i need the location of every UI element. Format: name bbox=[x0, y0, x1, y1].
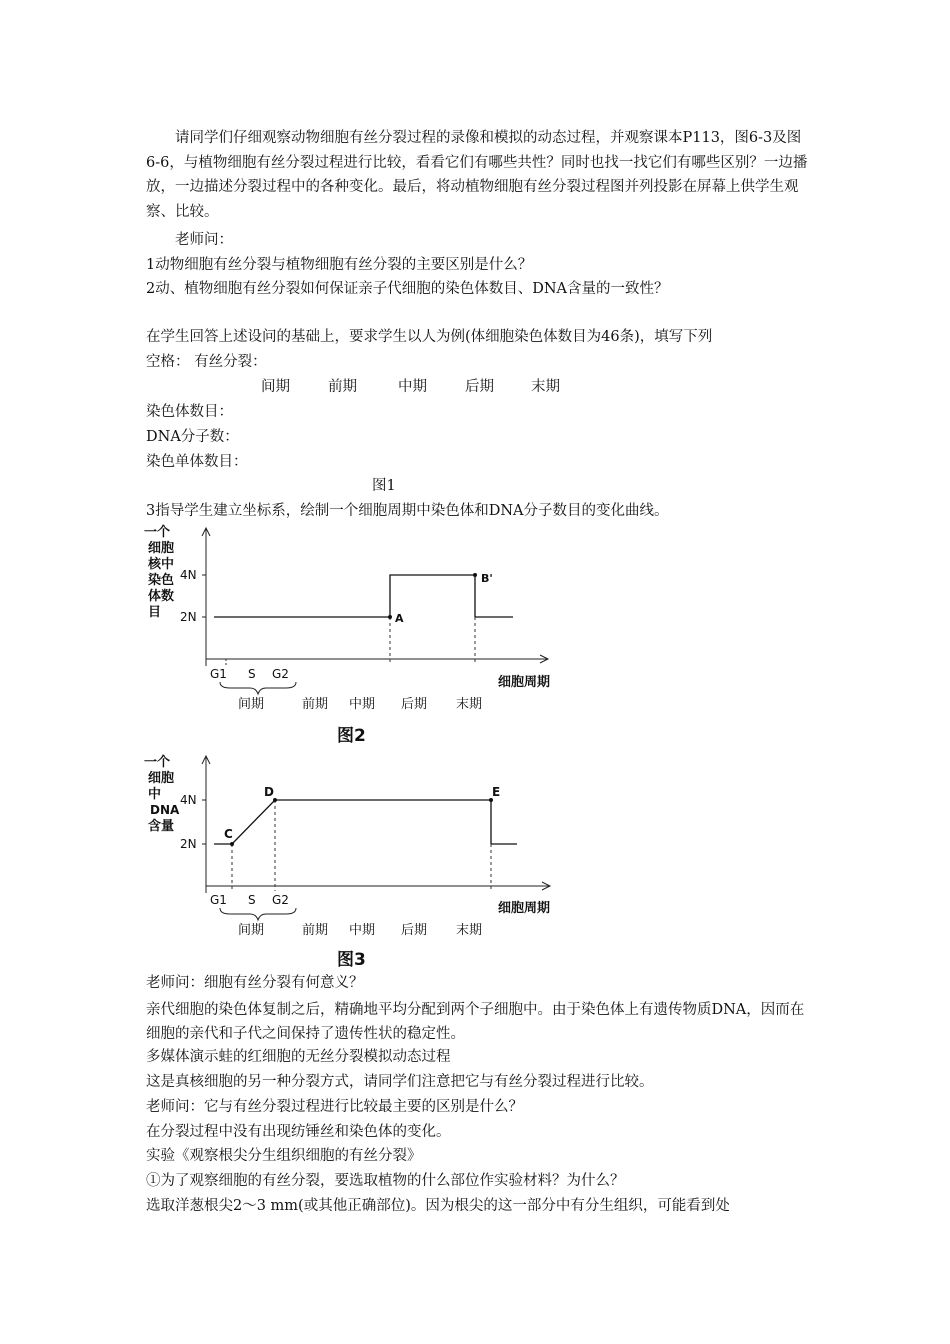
fig2-point-a bbox=[388, 615, 392, 619]
fig2-ylabel-1: 一个 bbox=[144, 525, 171, 540]
fig2-x-telophase: 末期 bbox=[456, 697, 483, 712]
fig2-point-b bbox=[473, 573, 477, 577]
experiment-title: 实验《观察根尖分生组织细胞的有丝分裂》 bbox=[146, 1148, 422, 1164]
teacher-ask-2: 老师问：细胞有丝分裂有何意义？ bbox=[146, 975, 364, 991]
fig3-ytick-2n: 2N bbox=[180, 837, 197, 851]
fig2-x-metaphase: 中期 bbox=[349, 697, 376, 712]
fig3-x-prophase: 前期 bbox=[302, 923, 329, 938]
fig2-x-prophase: 前期 bbox=[302, 697, 329, 712]
fig2-x-anaphase: 后期 bbox=[401, 697, 428, 712]
fig3-x-g2: G2 bbox=[272, 893, 289, 907]
teacher-ask-3: 老师问：它与有丝分裂过程进行比较最主要的区别是什么？ bbox=[146, 1099, 523, 1115]
media-demo: 多媒体演示蛙的红细胞的无丝分裂模拟动态过程 bbox=[146, 1049, 451, 1065]
fig2-chromosome-curve bbox=[214, 575, 475, 617]
fig2-x-g2: G2 bbox=[272, 667, 289, 681]
fig3-ylabel-2: 细胞 bbox=[148, 771, 175, 786]
row-dna-count: DNA分子数： bbox=[146, 429, 239, 445]
figure-1-caption: 图1 bbox=[372, 478, 396, 494]
fig2-title: 图2 bbox=[337, 726, 366, 746]
intro-paragraph: 请同学们仔细观察动物细胞有丝分裂过程的录像和模拟的动态过程，并观察课本P113，图6-3及图6-6，与植物细胞有丝分裂过程进行比较，看看它们有哪些共性？同时也找一找它们有哪些区别？一边播放，一边描述分裂过程中的各种变化。最后，将动植物细胞有丝分裂过程图并列投影在屏幕上供学生观察、比较。 bbox=[146, 130, 808, 220]
row-chromatid-count: 染色单体数目： bbox=[146, 454, 248, 470]
table-intro-line1: 在学生回答上述设问的基础上，要求学生以人为例(体细胞染色体数目为46条)，填写下列 bbox=[146, 329, 713, 345]
figure-2-chart bbox=[140, 522, 590, 747]
fig3-ylabel-5: 含量 bbox=[148, 819, 175, 834]
table-intro-line2: 空格： 有丝分裂： bbox=[146, 354, 267, 370]
fig3-x-s: S bbox=[248, 893, 256, 907]
fig2-ylabel-5: 体数 bbox=[148, 589, 175, 604]
phase-interphase: 间期 bbox=[261, 379, 290, 395]
fig3-x-telophase: 末期 bbox=[456, 923, 483, 938]
fig2-ylabel-3: 核中 bbox=[148, 557, 175, 572]
fig3-xlabel: 细胞周期 bbox=[498, 901, 551, 916]
question-1: 1动物细胞有丝分裂与植物细胞有丝分裂的主要区别是什么？ bbox=[146, 257, 533, 273]
fig3-label-c: C bbox=[224, 827, 233, 841]
fig2-ytick-2n: 2N bbox=[180, 610, 197, 624]
answer-3: 在分裂过程中没有出现纺锤丝和染色体的变化。 bbox=[146, 1124, 451, 1140]
fig2-ylabel-4: 染色 bbox=[148, 573, 175, 588]
fig3-label-d: D bbox=[264, 785, 274, 799]
fig3-ylabel-3: 中 bbox=[148, 787, 162, 802]
phase-telophase: 末期 bbox=[531, 379, 560, 395]
fig3-x-anaphase: 后期 bbox=[401, 923, 428, 938]
fig2-label-a: A bbox=[395, 612, 404, 625]
compare-note: 这是真核细胞的另一种分裂方式，请同学们注意把它与有丝分裂过程进行比较。 bbox=[146, 1074, 654, 1090]
fig3-dna-curve bbox=[214, 800, 491, 844]
fig3-x-g1: G1 bbox=[210, 893, 227, 907]
fig3-point-c bbox=[230, 842, 234, 846]
fig2-x-g1: G1 bbox=[210, 667, 227, 681]
fig2-label-b: B' bbox=[481, 572, 493, 585]
fig2-ylabel-2: 细胞 bbox=[148, 541, 175, 556]
question-3: 3指导学生建立坐标系，绘制一个细胞周期中染色体和DNA分子数目的变化曲线。 bbox=[146, 503, 669, 519]
figure-3-chart bbox=[140, 748, 590, 973]
phase-metaphase: 中期 bbox=[398, 379, 427, 395]
phase-prophase: 前期 bbox=[328, 379, 357, 395]
teacher-ask-label: 老师问： bbox=[175, 232, 233, 248]
experiment-answer-1: 选取洋葱根尖2～3 mm(或其他正确部位)。因为根尖的这一部分中有分生组织，可能看到处 bbox=[146, 1198, 730, 1214]
fig3-title: 图3 bbox=[337, 950, 366, 970]
phase-anaphase: 后期 bbox=[465, 379, 494, 395]
fig3-label-e: E bbox=[492, 785, 501, 799]
fig2-xlabel: 细胞周期 bbox=[498, 675, 551, 690]
fig3-interphase: 间期 bbox=[238, 923, 265, 938]
fig3-ylabel-1: 一个 bbox=[144, 755, 171, 770]
fig2-interphase: 间期 bbox=[238, 697, 265, 712]
experiment-question-1: ①为了观察细胞的有丝分裂，要选取植物的什么部位作实验材料？为什么？ bbox=[146, 1173, 625, 1189]
question-2: 2动、植物细胞有丝分裂如何保证亲子代细胞的染色体数目、DNA含量的一致性？ bbox=[146, 281, 669, 297]
fig2-ylabel-6: 目 bbox=[148, 605, 162, 620]
fig3-ylabel-4: DNA bbox=[150, 803, 180, 817]
row-chromosome-count: 染色体数目： bbox=[146, 404, 233, 420]
fig3-x-metaphase: 中期 bbox=[349, 923, 376, 938]
fig2-ytick-4n: 4N bbox=[180, 568, 197, 582]
fig2-x-s: S bbox=[248, 667, 256, 681]
fig3-ytick-4n: 4N bbox=[180, 793, 197, 807]
answer-2: 亲代细胞的染色体复制之后，精确地平均分配到两个子细胞中。由于染色体上有遗传物质DNA，因而在细胞的亲代和子代之间保持了遗传性状的稳定性。 bbox=[146, 1002, 805, 1042]
